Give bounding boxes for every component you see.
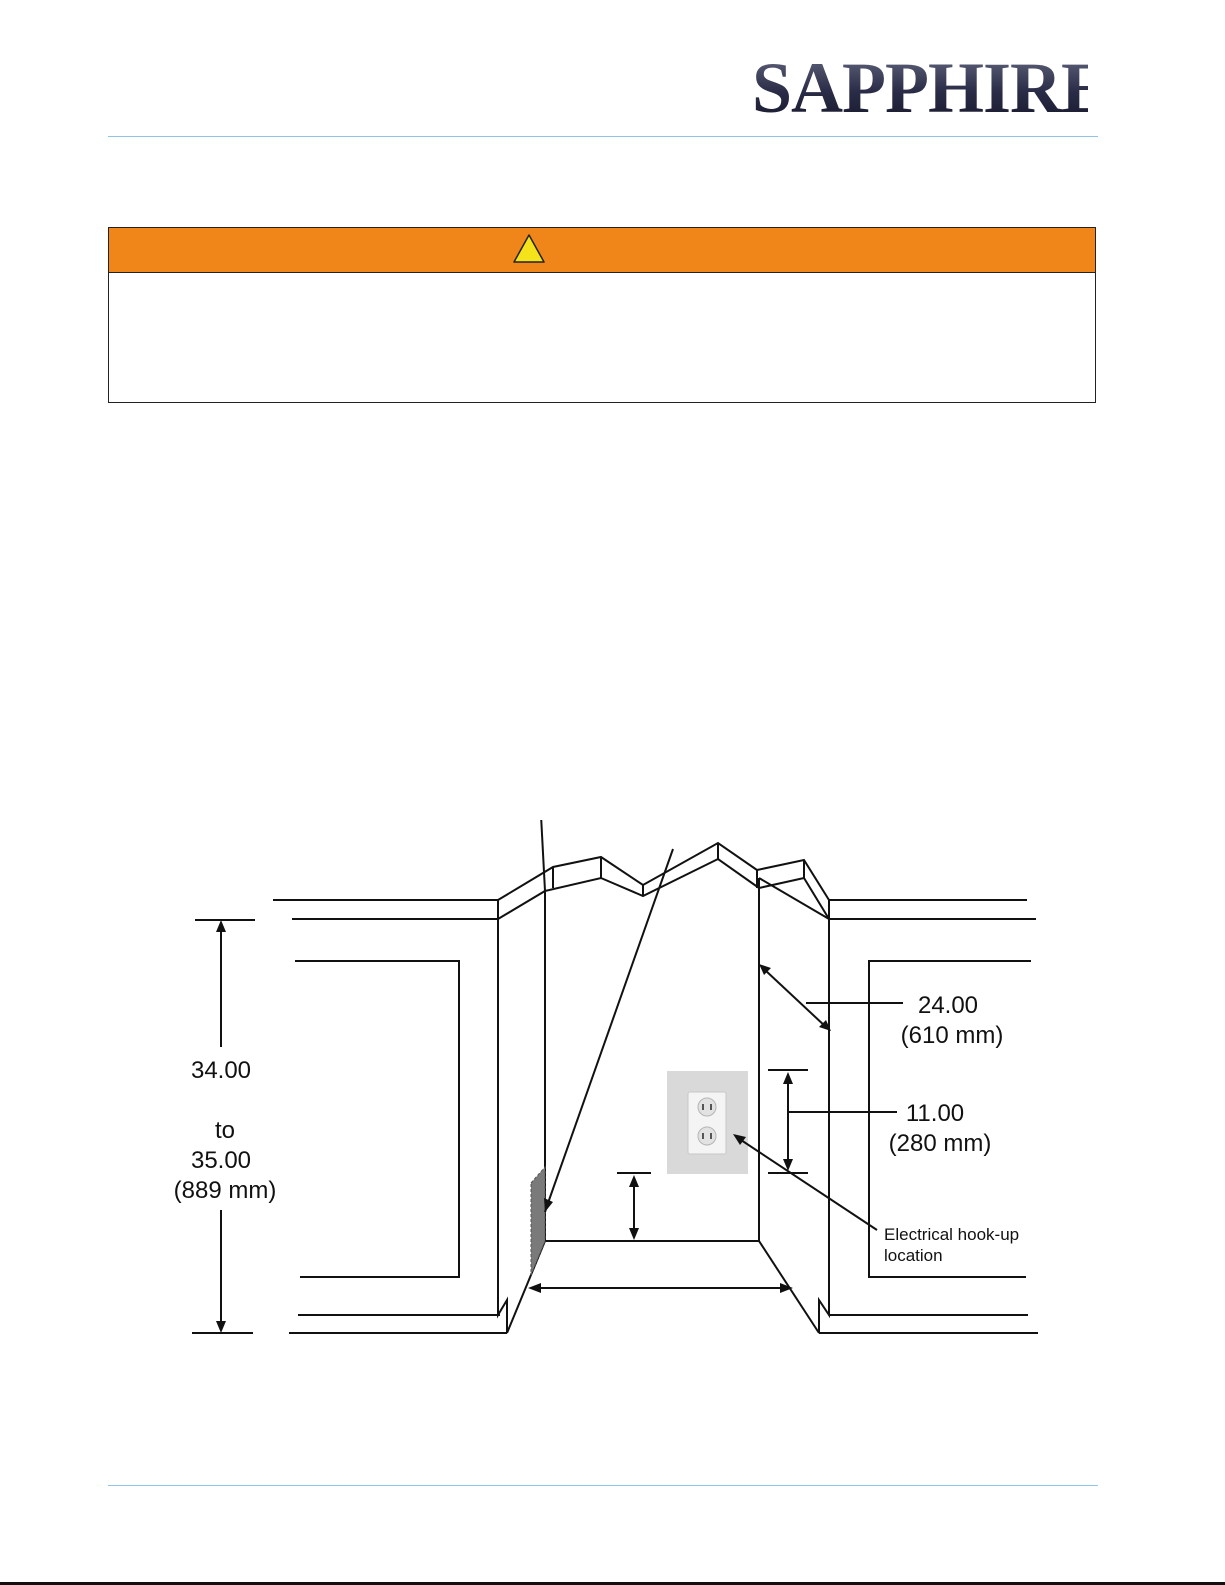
depth-dim-value: 24.00: [917, 992, 979, 1019]
outlet-height-dim-metric: (280 mm): [888, 1130, 992, 1157]
height-dim-line1: 34.00: [190, 1057, 252, 1084]
warning-triangle-icon: [512, 233, 546, 265]
brand-logo: SAPPHIRE: [752, 48, 1109, 128]
back-wall-break: [498, 843, 829, 919]
opening-walls: [498, 820, 829, 1333]
footer-divider: [108, 1485, 1098, 1486]
warning-header-bar: [109, 228, 1095, 273]
dimension-lines: [192, 849, 903, 1333]
outlet-height-dim-value: 11.00: [905, 1100, 965, 1127]
header-divider: [108, 136, 1098, 137]
electrical-outlet-icon: [667, 1071, 748, 1174]
height-dim-line2: to: [214, 1117, 236, 1144]
electrical-label-line1: Electrical hook-up: [884, 1225, 1020, 1244]
electrical-label-line2: location: [884, 1246, 943, 1265]
warning-box: [108, 227, 1096, 403]
dishwasher-opening-diagram: [0, 820, 1225, 1360]
left-cabinet: [273, 900, 507, 1333]
depth-dim-metric: (610 mm): [900, 1022, 1004, 1049]
height-dim-line3: 35.00: [190, 1147, 252, 1174]
height-dim-line4: (889 mm): [173, 1177, 277, 1204]
